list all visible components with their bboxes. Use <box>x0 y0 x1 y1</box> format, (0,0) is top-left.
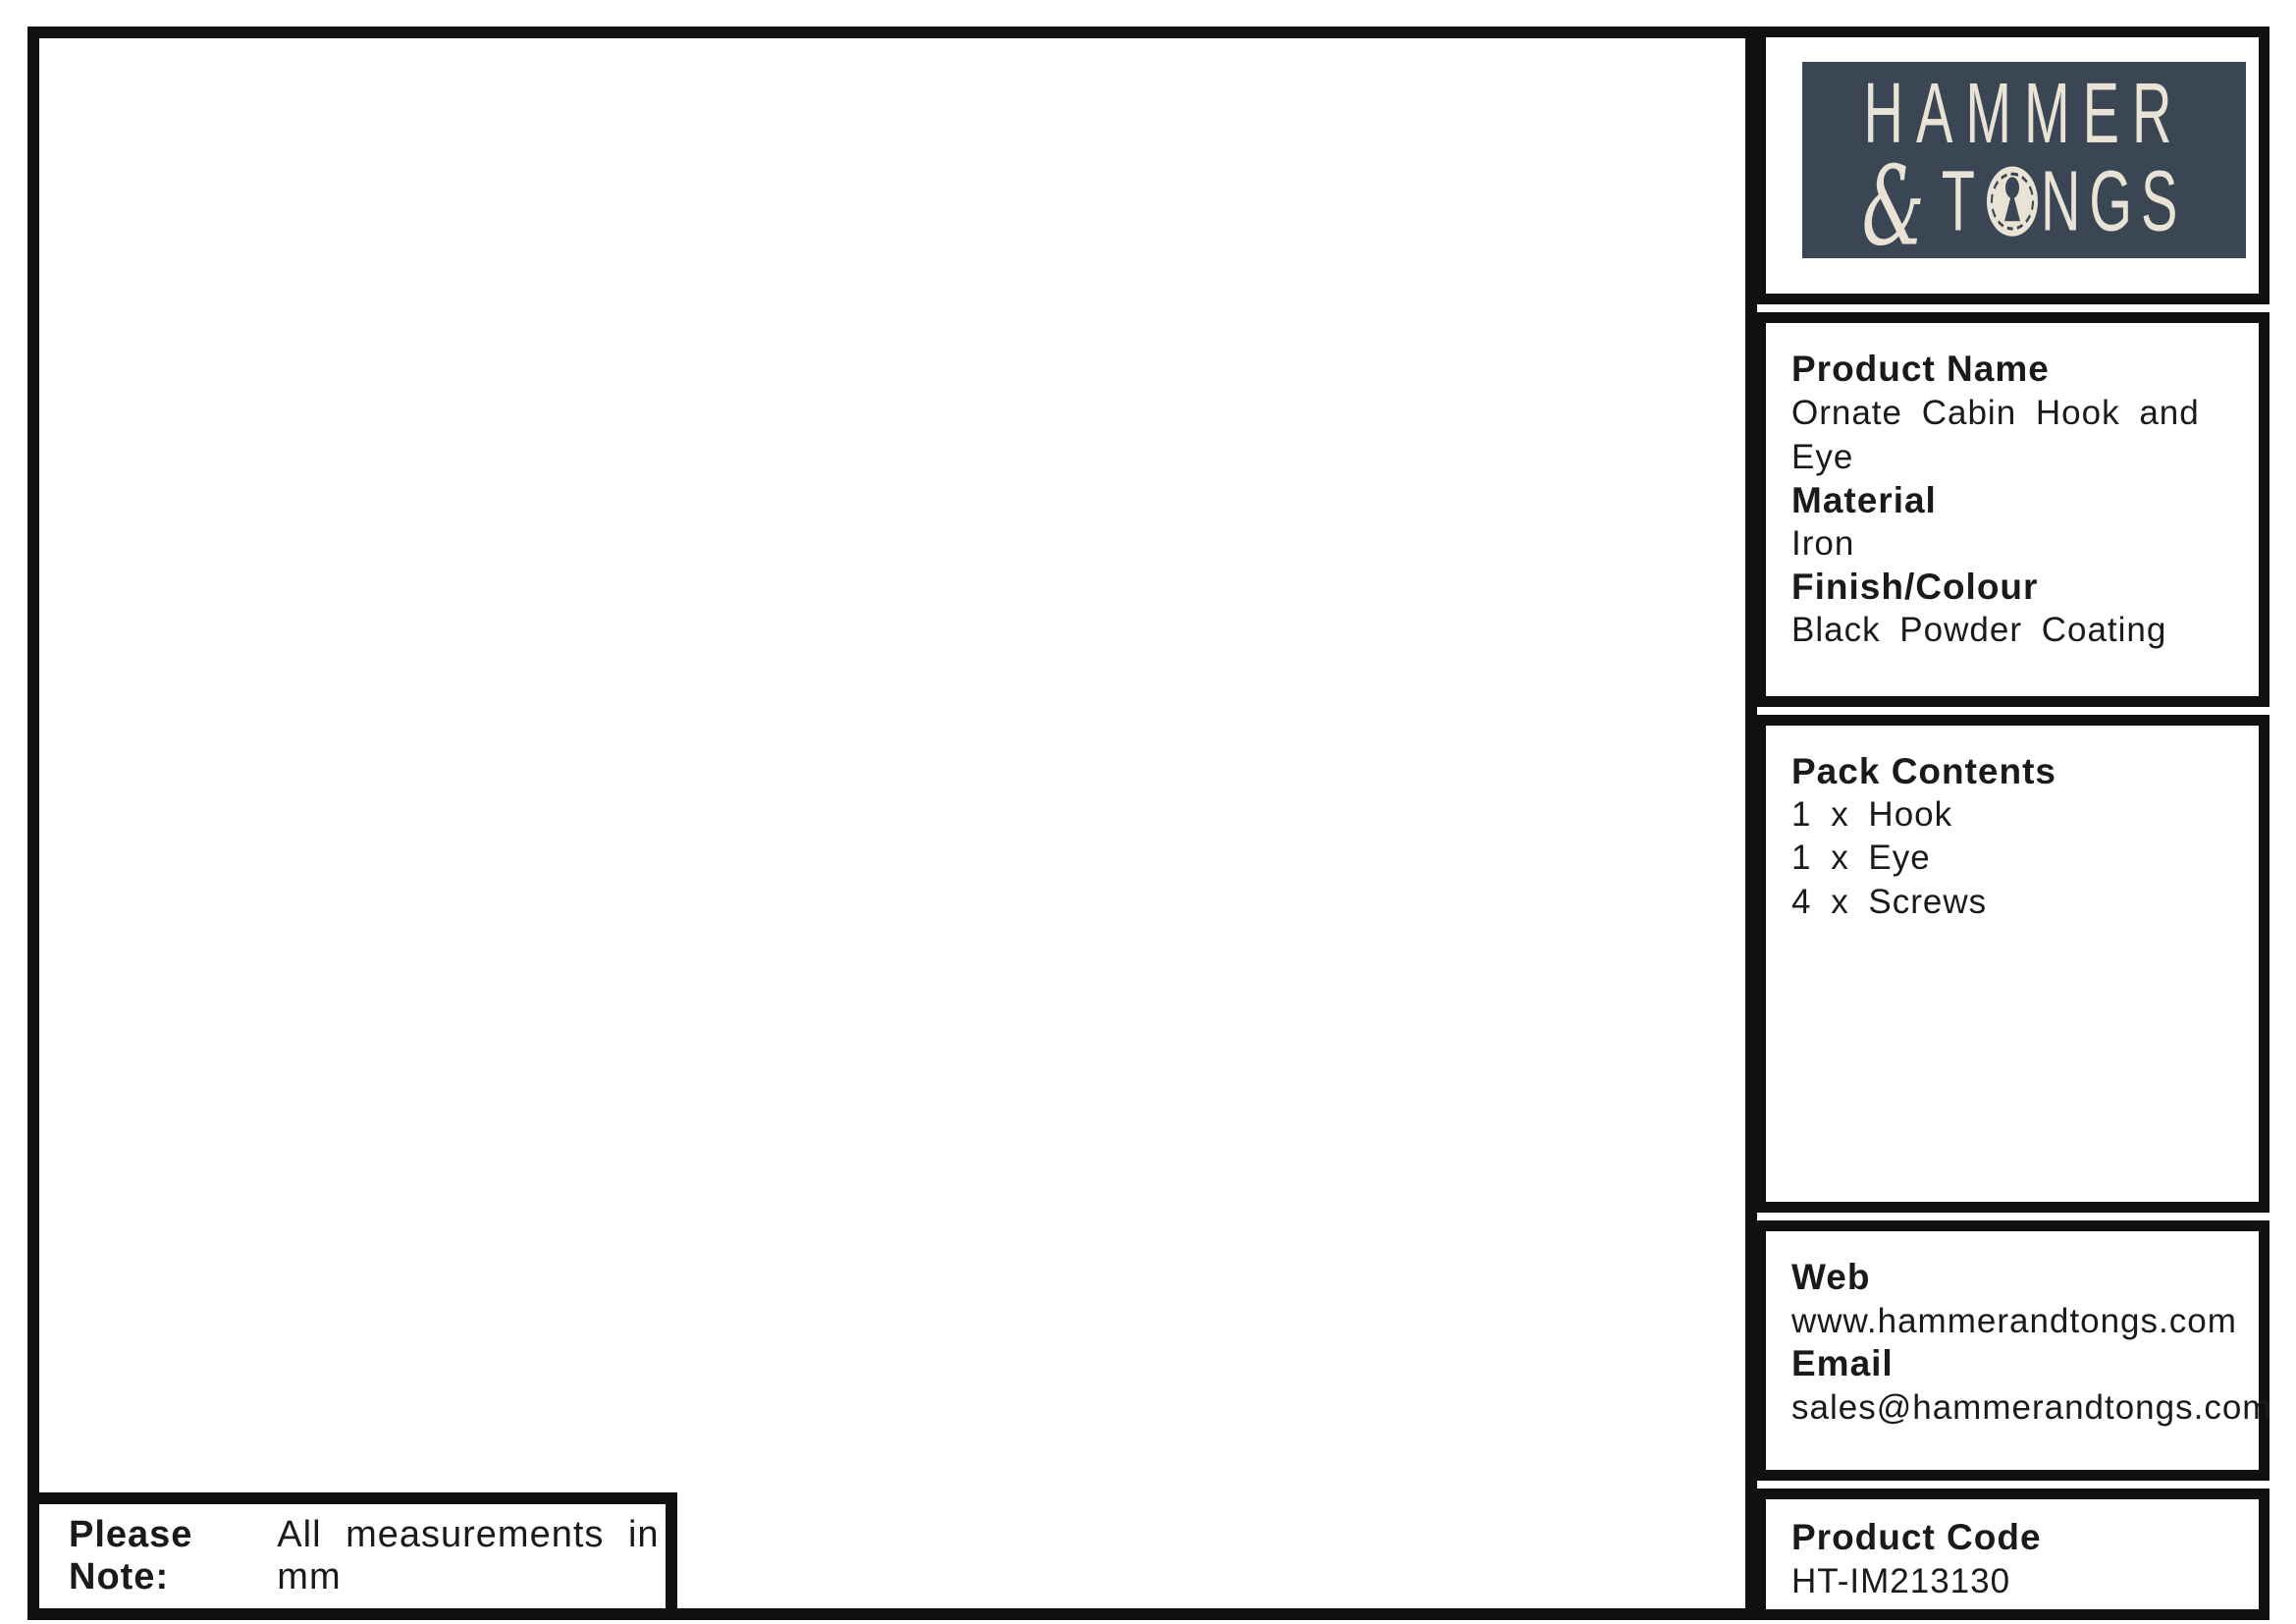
email-label: Email <box>1791 1343 1894 1384</box>
finish-value: Black Powder Coating <box>1791 611 2167 650</box>
product-info-panel <box>1755 312 2269 707</box>
product-code-label: Product Code <box>1791 1517 2042 1557</box>
logo-panel <box>1755 27 2269 304</box>
keyhole-icon <box>1987 166 2038 236</box>
measurement-note <box>27 1492 677 1620</box>
logo-text-ngs: NGS <box>2040 152 2187 249</box>
logo-ampersand: & <box>1861 141 1934 258</box>
product-name-value: Ornate Cabin Hook and Eye <box>1791 393 2200 477</box>
pack-item: 1 x Eye <box>1791 839 1931 878</box>
pack-contents-label: Pack Contents <box>1791 751 2057 791</box>
web-label: Web <box>1791 1257 1871 1297</box>
drawing-frame <box>27 27 1757 1620</box>
material-value: Iron <box>1791 524 1855 564</box>
logo-text-t: T <box>1941 152 1984 249</box>
finish-label: Finish/Colour <box>1791 566 2039 607</box>
product-code-panel <box>1755 1489 2269 1620</box>
pack-contents-panel <box>1755 715 2269 1213</box>
email-value: sales@hammerandtongs.com <box>1791 1387 2272 1427</box>
product-name-label: Product Name <box>1791 349 2050 389</box>
contact-panel <box>1755 1220 2272 1481</box>
logo-line2 <box>1861 141 2187 258</box>
product-code-value: HT-IM213130 <box>1791 1561 2011 1600</box>
material-label: Material <box>1791 479 1937 520</box>
logo-text-hammer: HAMMER <box>1863 64 2185 161</box>
web-value: www.hammerandtongs.com <box>1791 1301 2237 1340</box>
note-text: All measurements in mm <box>277 1514 660 1597</box>
pack-item: 1 x Hook <box>1791 794 1953 834</box>
hammer-and-tongs-logo <box>1802 62 2246 258</box>
pack-item: 4 x Screws <box>1791 883 1988 922</box>
note-label: Please Note: <box>69 1514 193 1597</box>
